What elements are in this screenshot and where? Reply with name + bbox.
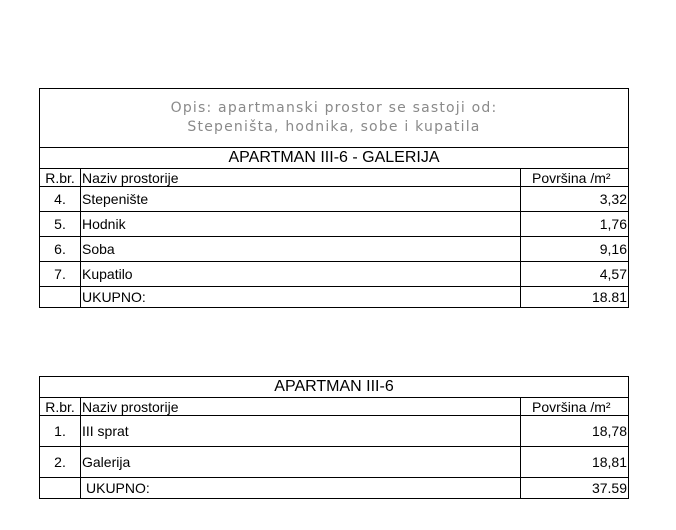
row-number: 5. [40,212,81,236]
apartment-summary-table [39,376,629,499]
room-area: 4,57 [599,266,627,282]
total-row [40,287,628,307]
table-row [40,262,628,287]
total-value: 18.81 [591,289,627,305]
description-box [40,89,628,148]
table-title: APARTMAN III-6 - GALERIJA [40,148,628,169]
description-line: Opis: apartmanski prostor se sastoji od: [170,100,498,116]
room-name: III sprat [81,416,521,446]
galerija-area-table [39,88,629,308]
room-name: Kupatilo [81,262,521,286]
table-title: APARTMAN III-6 [40,377,628,398]
total-label: UKUPNO: [81,478,521,498]
room-name: Soba [81,237,521,261]
room-area: 18,78 [591,423,627,439]
table-row [40,187,628,212]
total-value: 37.59 [591,480,627,496]
header-room-name: Naziv prostorije [81,398,521,415]
row-number: 4. [40,187,81,211]
total-number-cell [40,478,81,498]
description-line: Stepeništa, hodnika, sobe i kupatila [187,119,481,135]
header-area: Površina /m² [532,170,611,186]
header-room-name: Naziv prostorije [81,169,521,186]
room-name: Galerija [81,447,521,477]
row-number: 6. [40,237,81,261]
row-number: 7. [40,262,81,286]
header-number: R.br. [40,169,81,186]
room-name: Hodnik [81,212,521,236]
header-row [40,169,628,187]
table-row [40,416,628,447]
room-area: 18,81 [591,454,627,470]
table-row [40,447,628,478]
room-area: 3,32 [599,191,627,207]
row-number: 2. [40,447,81,477]
room-area: 1,76 [599,216,627,232]
room-name: Stepenište [81,187,521,211]
room-area: 9,16 [599,241,627,257]
total-row [40,478,628,498]
header-number: R.br. [40,398,81,415]
total-number-cell [40,287,81,307]
table-row [40,237,628,262]
header-area: Površina /m² [532,399,611,415]
table-row [40,212,628,237]
row-number: 1. [40,416,81,446]
header-row [40,398,628,416]
total-label: UKUPNO: [81,287,521,307]
